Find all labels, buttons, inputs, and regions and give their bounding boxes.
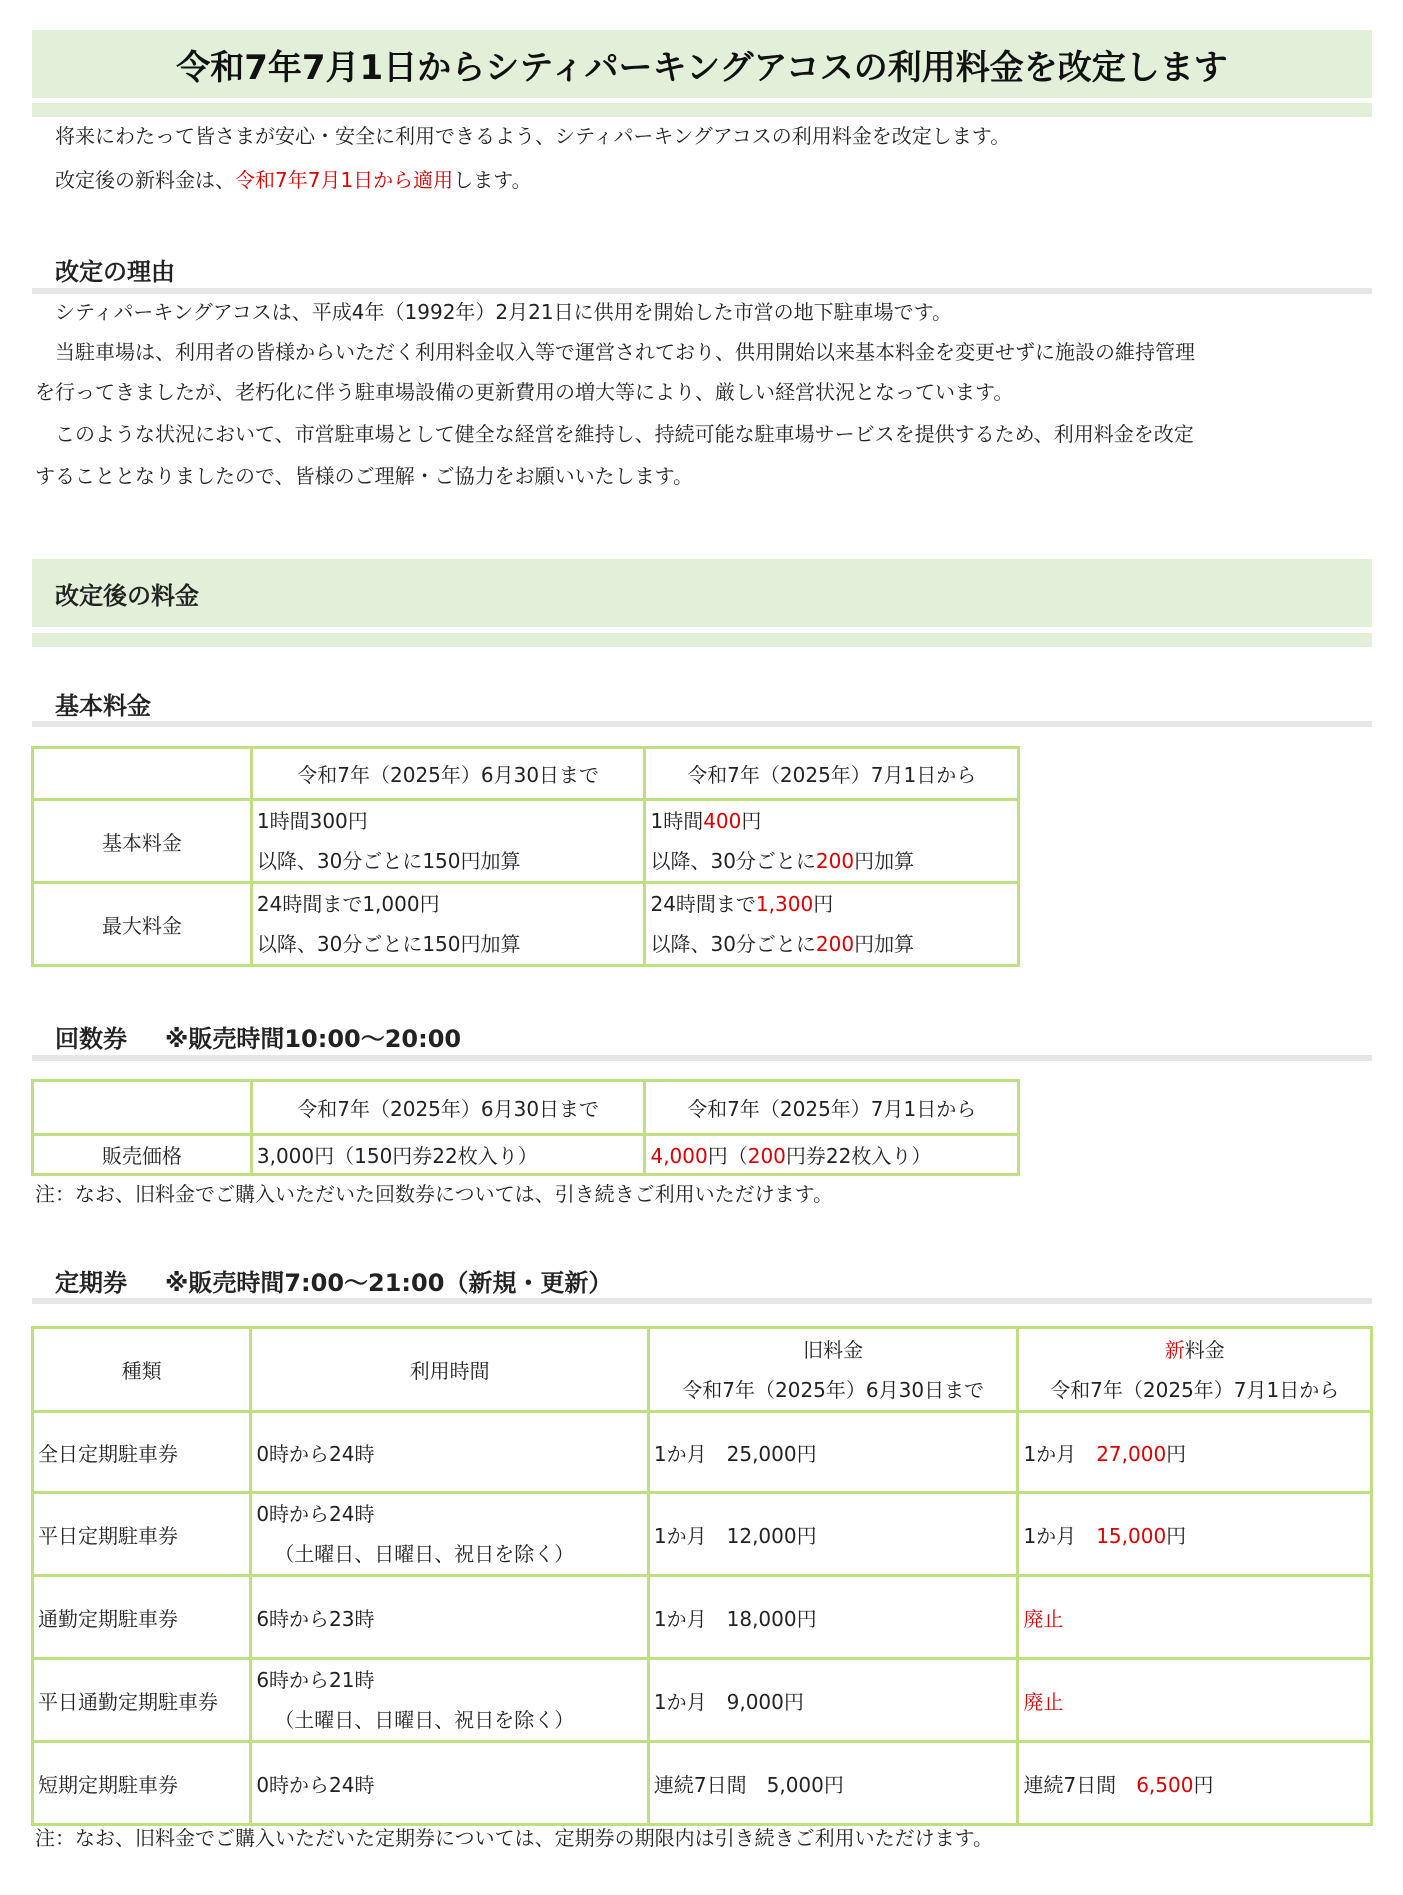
table-row bbox=[33, 748, 1019, 800]
old-fee-cell: 24時間まで1,000円 以降、30分ごとに150円加算 bbox=[251, 883, 645, 966]
reason-paragraph-3-cont: することとなりましたので、皆様のご理解・ご協力をお願いいたします。 bbox=[35, 464, 693, 488]
pass-old-fee: 1か月 18,000円 bbox=[648, 1576, 1018, 1659]
coupon-rule bbox=[32, 1055, 1372, 1061]
table-row bbox=[33, 1742, 1372, 1825]
pass-new-fee: 1か月 27,000円 bbox=[1018, 1412, 1372, 1493]
basic-rule bbox=[32, 721, 1372, 727]
intro-line-1: 将来にわたって皆さまが安心・安全に利用できるよう、シティパーキングアコスの利用料金を改定します。 bbox=[55, 124, 1011, 148]
col-new-header: 令和7年（2025年）7月1日から bbox=[645, 748, 1019, 800]
pass-new-fee: 廃止 bbox=[1018, 1659, 1372, 1742]
table-row bbox=[33, 1328, 1372, 1412]
new-fee-cell: 1時間400円 以降、30分ごとに200円加算 bbox=[645, 800, 1019, 883]
coupon-sales-hours: ※販売時間10:00～20:00 bbox=[165, 1025, 462, 1053]
pass-new-fee: 廃止 bbox=[1018, 1576, 1372, 1659]
pass-type: 通勤定期駐車券 bbox=[33, 1576, 251, 1659]
blank-cell bbox=[33, 1081, 252, 1135]
col-new-header: 令和7年（2025年）7月1日から bbox=[645, 1081, 1019, 1135]
pass-new-fee: 連続7日間 6,500円 bbox=[1018, 1742, 1372, 1825]
old-fee-cell: 1時間300円 以降、30分ごとに150円加算 bbox=[251, 800, 645, 883]
old-price-cell: 3,000円（150円券22枚入り） bbox=[251, 1135, 645, 1175]
pass-sales-hours: ※販売時間7:00～21:00（新規・更新） bbox=[165, 1269, 613, 1297]
pass-table bbox=[31, 1326, 1373, 1826]
pass-time: 6時から21時 （土曜日、日曜日、祝日を除く） bbox=[251, 1659, 649, 1742]
reason-paragraph-1: シティパーキングアコスは、平成4年（1992年）2月21日に供用を開始した市営の地下駐車場です。 bbox=[55, 300, 952, 324]
pass-type: 平日通勤定期駐車券 bbox=[33, 1659, 251, 1742]
new-fees-heading: 改定後の料金 bbox=[55, 581, 199, 610]
pass-type: 全日定期駐車券 bbox=[33, 1412, 251, 1493]
table-row bbox=[33, 1412, 1372, 1493]
pass-type: 平日定期駐車券 bbox=[33, 1493, 251, 1576]
reason-heading: 改定の理由 bbox=[55, 258, 175, 286]
pass-heading: 定期券 ※販売時間7:00～21:00（新規・更新） bbox=[55, 1269, 613, 1297]
pass-new-fee: 1か月 15,000円 bbox=[1018, 1493, 1372, 1576]
pass-time: 6時から23時 bbox=[251, 1576, 649, 1659]
pass-type: 短期定期駐車券 bbox=[33, 1742, 251, 1825]
pass-note: 注：なお、旧料金でご購入いただいた定期券については、定期券の期限内は引き続きご利用いただけます。 bbox=[35, 1826, 993, 1850]
pass-time: 0時から24時 bbox=[251, 1742, 649, 1825]
table-row bbox=[33, 1081, 1019, 1135]
reason-paragraph-2: 当駐車場は、利用者の皆様からいただく利用料金収入等で運営されており、供用開始以来基本料金を変更せずに施設の維持管理 bbox=[55, 340, 1195, 364]
pass-time: 0時から24時 （土曜日、日曜日、祝日を除く） bbox=[251, 1493, 649, 1576]
row-label: 販売価格 bbox=[33, 1135, 252, 1175]
table-row bbox=[33, 1576, 1372, 1659]
coupon-heading: 回数券 ※販売時間10:00～20:00 bbox=[55, 1025, 462, 1053]
intro-line-2: 改定後の新料金は、令和7年7月1日から適用します。 bbox=[55, 168, 532, 192]
header-time: 利用時間 bbox=[251, 1328, 649, 1412]
coupon-table bbox=[31, 1079, 1020, 1176]
header-new-fee: 新料金 令和7年（2025年）7月1日から bbox=[1018, 1328, 1372, 1412]
table-row bbox=[33, 1493, 1372, 1576]
col-old-header: 令和7年（2025年）6月30日まで bbox=[251, 1081, 645, 1135]
header-type: 種類 bbox=[33, 1328, 251, 1412]
basic-fee-table bbox=[31, 746, 1020, 967]
pass-old-fee: 1か月 25,000円 bbox=[648, 1412, 1018, 1493]
header-old-fee: 旧料金 令和7年（2025年）6月30日まで bbox=[648, 1328, 1018, 1412]
title-underband bbox=[32, 103, 1372, 117]
row-label: 基本料金 bbox=[33, 800, 252, 883]
new-fees-band bbox=[32, 559, 1372, 627]
title-band bbox=[32, 30, 1372, 98]
effective-date-highlight: 令和7年7月1日から適用 bbox=[235, 168, 454, 192]
new-fees-underband bbox=[32, 633, 1372, 647]
page-title: 令和7年7月1日からシティパーキングアコスの利用料金を改定します bbox=[176, 47, 1228, 88]
pass-old-fee: 1か月 9,000円 bbox=[648, 1659, 1018, 1742]
table-row bbox=[33, 883, 1019, 966]
table-row bbox=[33, 1135, 1019, 1175]
pass-old-fee: 1か月 12,000円 bbox=[648, 1493, 1018, 1576]
pass-time: 0時から24時 bbox=[251, 1412, 649, 1493]
new-price-cell: 4,000円（200円券22枚入り） bbox=[645, 1135, 1019, 1175]
table-row bbox=[33, 800, 1019, 883]
reason-paragraph-3: このような状況において、市営駐車場として健全な経営を維持し、持続可能な駐車場サービスを提供するため、利用料金を改定 bbox=[55, 422, 1194, 446]
new-fee-cell: 24時間まで1,300円 以降、30分ごとに200円加算 bbox=[645, 883, 1019, 966]
reason-paragraph-2-cont: を行ってきましたが、老朽化に伴う駐車場設備の更新費用の増大等により、厳しい経営状況となっています。 bbox=[35, 380, 1014, 404]
col-old-header: 令和7年（2025年）6月30日まで bbox=[251, 748, 645, 800]
blank-cell bbox=[33, 748, 252, 800]
coupon-note: 注：なお、旧料金でご購入いただいた回数券については、引き続きご利用いただけます。 bbox=[35, 1182, 833, 1206]
table-row bbox=[33, 1659, 1372, 1742]
pass-rule bbox=[32, 1298, 1372, 1304]
row-label: 最大料金 bbox=[33, 883, 252, 966]
basic-heading: 基本料金 bbox=[55, 692, 151, 720]
pass-old-fee: 連続7日間 5,000円 bbox=[648, 1742, 1018, 1825]
